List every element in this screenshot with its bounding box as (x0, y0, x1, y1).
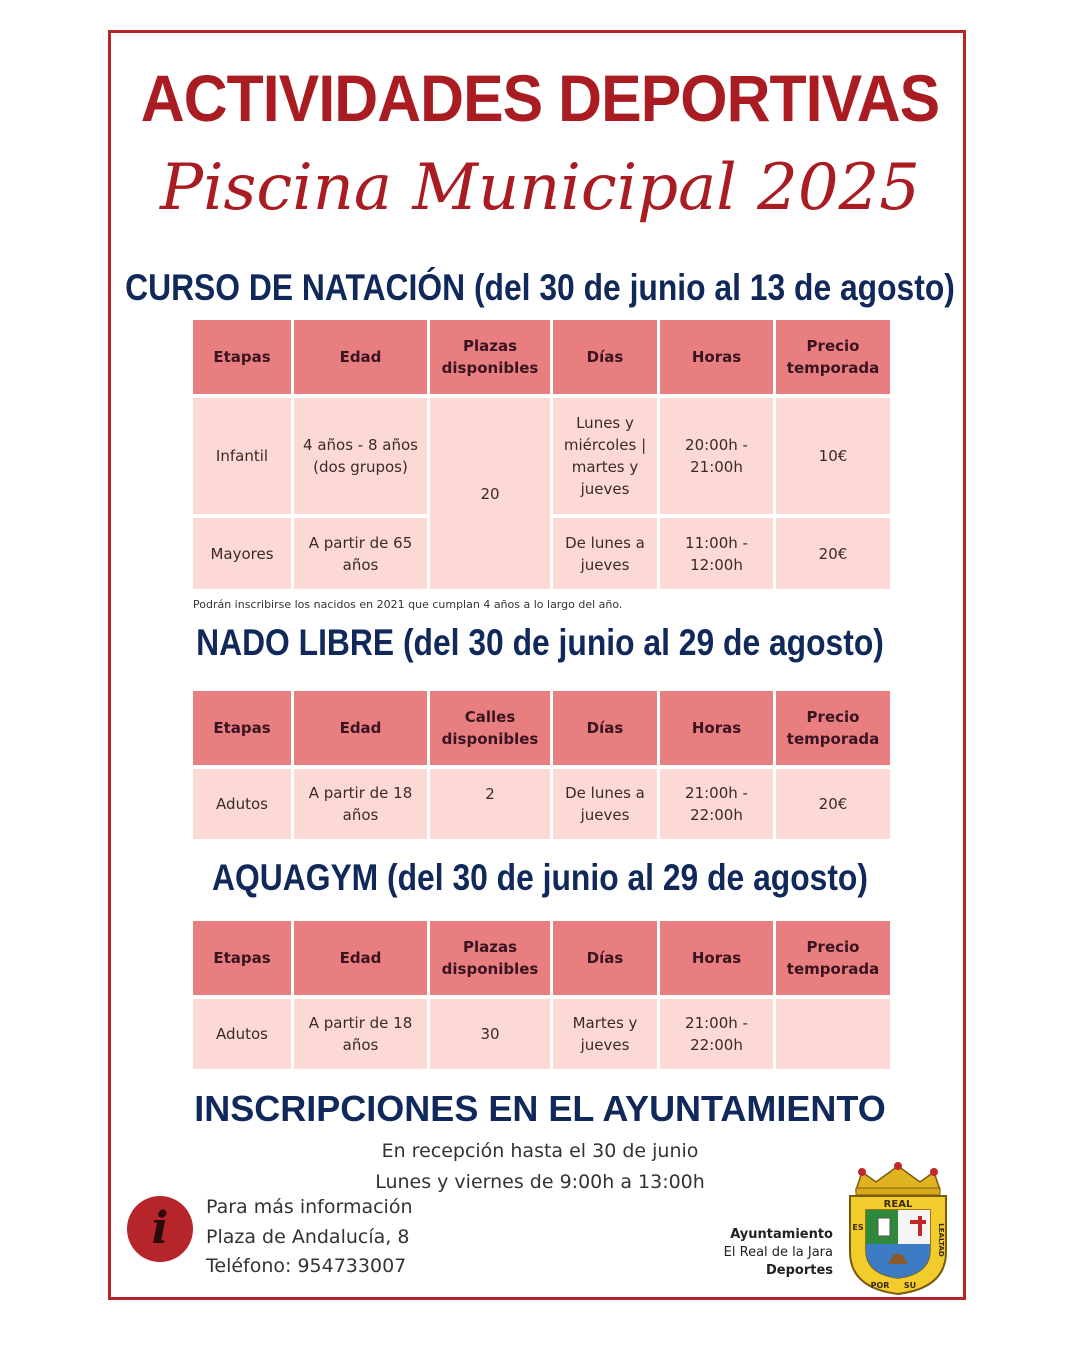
header-cell: Días (553, 320, 657, 394)
header-cell: Días (553, 921, 657, 995)
department-label: Deportes (765, 1263, 833, 1278)
header-cell: Plazas disponibles (430, 320, 550, 394)
crest-word: LEALTAD (937, 1223, 945, 1257)
table-cell: De lunes a jueves (553, 769, 657, 839)
table-cell (776, 999, 890, 1069)
table-natacion (190, 320, 893, 589)
table-cell: 30 (430, 999, 550, 1069)
table-cell: A partir de 18 años (294, 769, 427, 839)
table-note: Podrán inscribirse los nacidos en 2021 que cumplan 4 años a lo largo del año. (193, 598, 623, 611)
table-nado-libre (190, 691, 893, 839)
page-title: ACTIVIDADES DEPORTIVAS (140, 61, 940, 135)
table-cell: 20:00h - 21:00h (660, 398, 773, 514)
section-title-nado-libre: NADO LIBRE (del 30 de junio al 29 de agosto) (196, 622, 884, 663)
crest-word: REAL (883, 1199, 913, 1210)
table-cell: A partir de 65 años (294, 518, 427, 589)
header-cell: Precio temporada (776, 691, 890, 765)
table-cell: Adutos (193, 999, 291, 1069)
info-phone: Teléfono: 954733007 (206, 1255, 407, 1277)
inscripciones-title: INSCRIPCIONES EN EL AYUNTAMIENTO (194, 1088, 886, 1129)
table-cell: 21:00h - 22:00h (660, 769, 773, 839)
header-cell: Horas (660, 320, 773, 394)
section-title-natacion: CURSO DE NATACIÓN (del 30 de junio al 13 de agosto) (125, 267, 955, 308)
section-title-aquagym: AQUAGYM (del 30 de junio al 29 de agosto) (212, 857, 868, 898)
header-cell: Etapas (193, 691, 291, 765)
table-row (193, 769, 890, 839)
header-cell: Edad (294, 921, 427, 995)
header-cell: Etapas (193, 921, 291, 995)
table-cell: A partir de 18 años (294, 999, 427, 1069)
table-header-row (193, 320, 890, 394)
header-cell: Días (553, 691, 657, 765)
table-cell-plazas: 20 (430, 398, 550, 589)
header-cell: Plazas disponibles (430, 921, 550, 995)
info-icon: i (127, 1196, 193, 1262)
header-cell: Horas (660, 691, 773, 765)
header-cell: Calles disponibles (430, 691, 550, 765)
table-cell: 20€ (776, 769, 890, 839)
inscripciones-line: En recepción hasta el 30 de junio (381, 1140, 699, 1162)
inscripciones-line: Lunes y viernes de 9:00h a 13:00h (375, 1171, 705, 1193)
table-aquagym (190, 921, 893, 1069)
table-cell: Lunes y miércoles | martes y jueves (553, 398, 657, 514)
header-cell: Edad (294, 320, 427, 394)
table-header-row (193, 691, 890, 765)
ayuntamiento-label: Ayuntamiento (730, 1227, 833, 1242)
header-cell: Precio temporada (776, 320, 890, 394)
header-cell: Horas (660, 921, 773, 995)
town-name: El Real de la Jara (723, 1245, 833, 1260)
table-cell: De lunes a jueves (553, 518, 657, 589)
info-line: Para más información (206, 1196, 413, 1218)
header-cell: Etapas (193, 320, 291, 394)
crest-word: SU (903, 1281, 917, 1290)
table-cell: Infantil (193, 398, 291, 514)
table-row (193, 398, 890, 514)
info-address: Plaza de Andalucía, 8 (206, 1226, 410, 1248)
header-cell: Precio temporada (776, 921, 890, 995)
table-cell: 11:00h - 12:00h (660, 518, 773, 589)
table-cell: Adutos (193, 769, 291, 839)
table-cell: 4 años - 8 años (dos grupos) (294, 398, 427, 514)
table-cell: 2 (430, 769, 550, 839)
table-header-row (193, 921, 890, 995)
coat-of-arms-icon (842, 1160, 954, 1296)
crest-word: POR (870, 1281, 890, 1290)
table-cell: 20€ (776, 518, 890, 589)
table-cell: 21:00h - 22:00h (660, 999, 773, 1069)
table-cell: Martes y jueves (553, 999, 657, 1069)
page-subtitle: Piscina Municipal 2025 (160, 151, 920, 225)
table-cell: Mayores (193, 518, 291, 589)
table-cell: 10€ (776, 398, 890, 514)
header-cell: Edad (294, 691, 427, 765)
table-row (193, 999, 890, 1069)
crest-word: ES (852, 1223, 864, 1232)
